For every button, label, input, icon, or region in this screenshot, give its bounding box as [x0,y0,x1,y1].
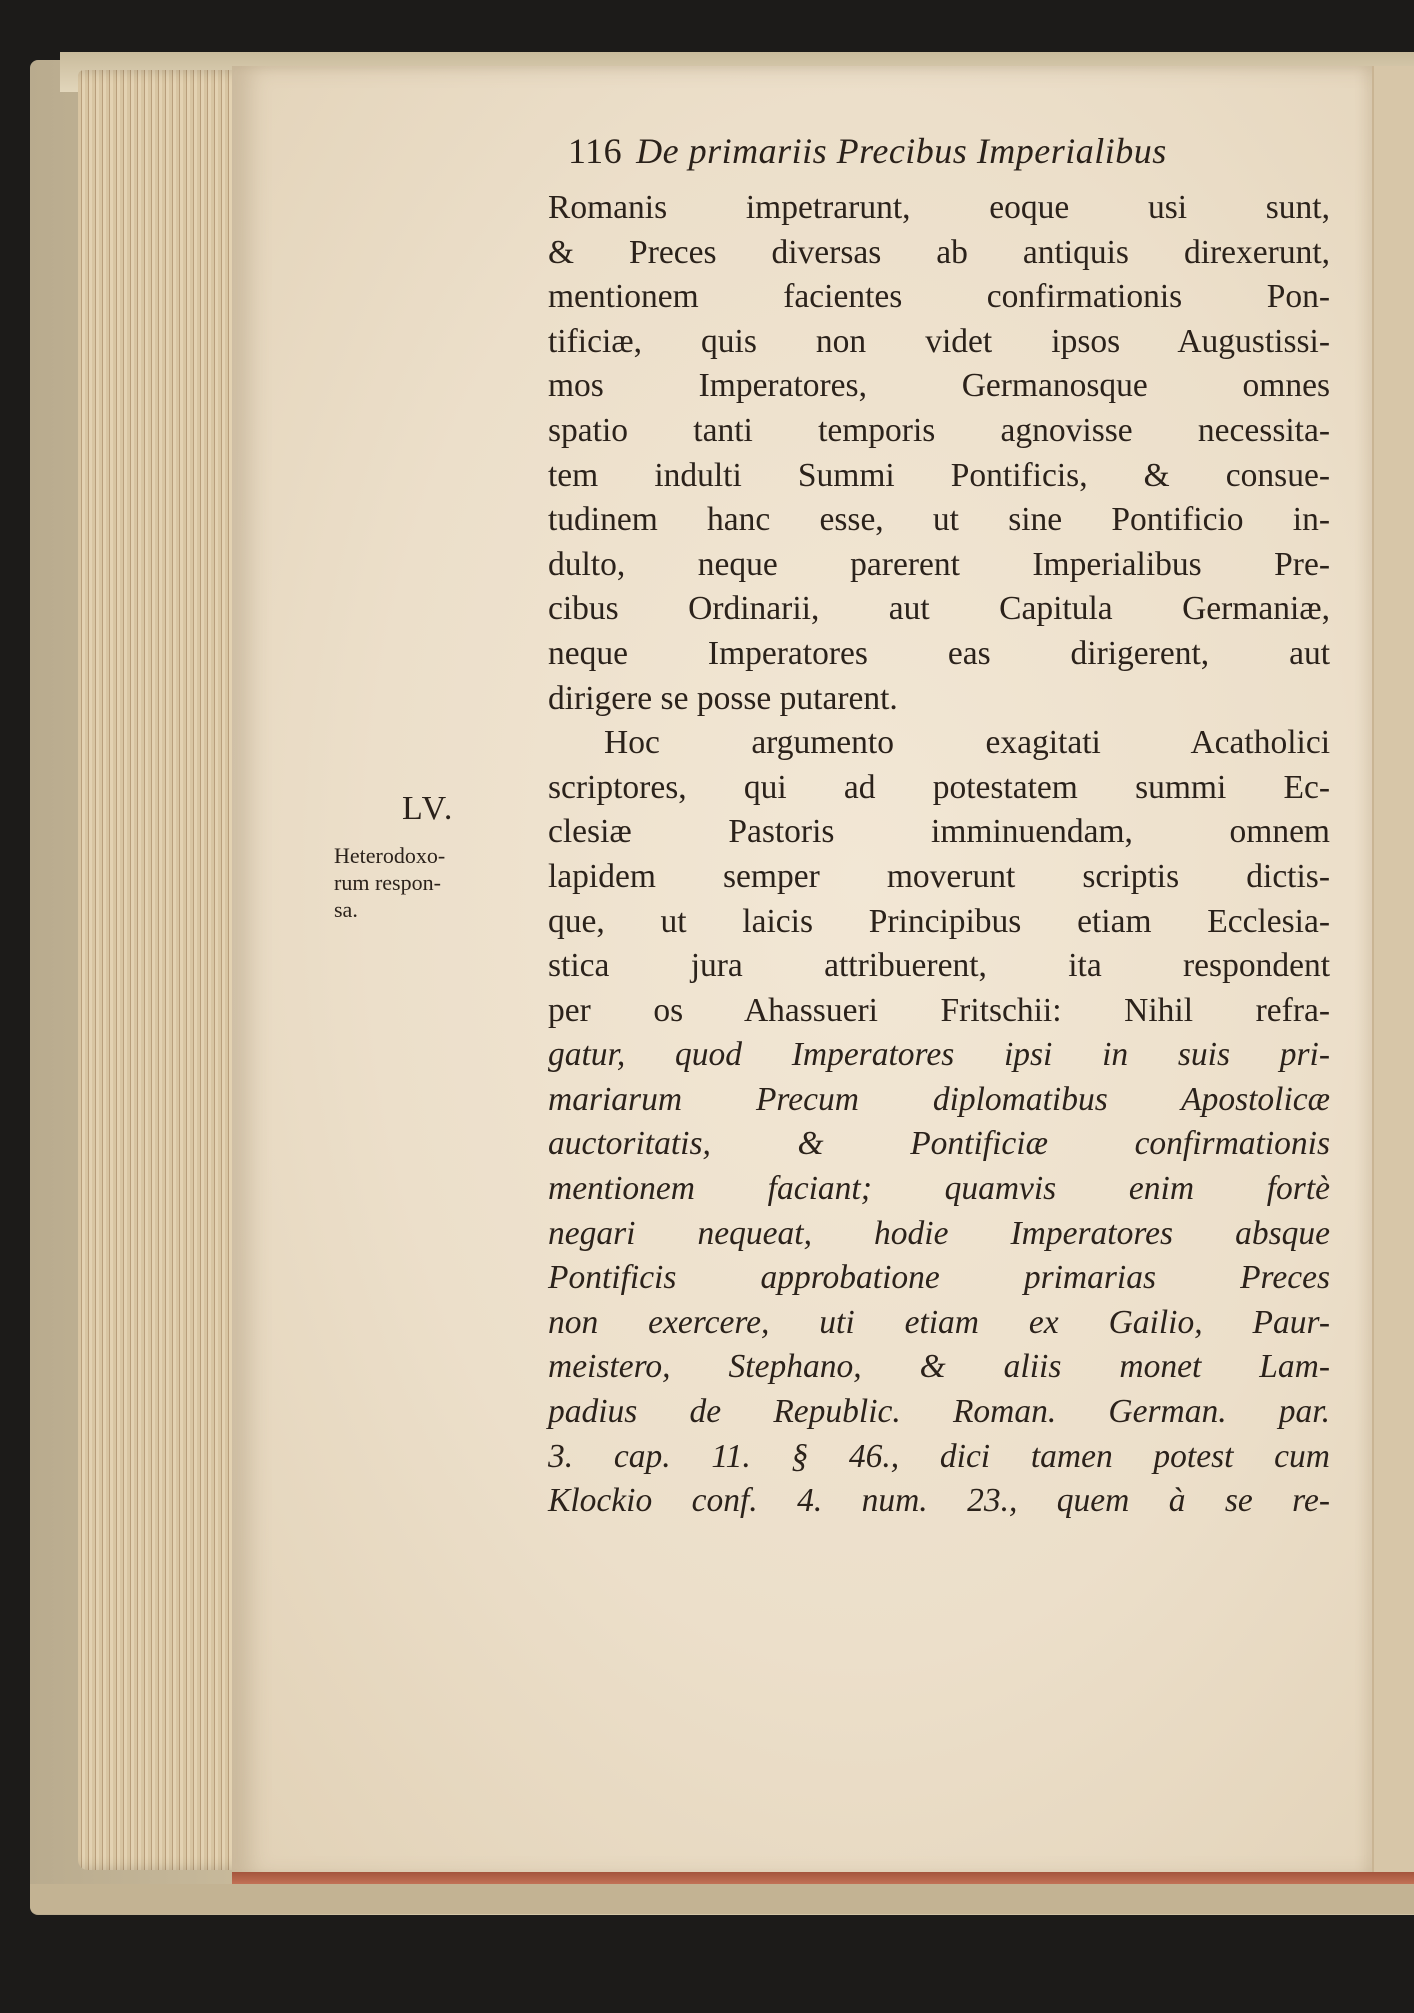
margin-note [334,842,554,923]
text-line: spatio tanti temporis agnovisse necessita- [548,411,1330,449]
page-stack [78,70,258,1870]
text-line: tudinem hanc esse, ut sine Pontificio in- [548,501,1330,539]
italic-quote-line: Pontificis approbatione primarias Preces [548,1259,1330,1297]
text-line: mos Imperatores, Germanosque omnes [548,367,1330,405]
italic-quote-line: mariarum Precum diplomatibus Apostolicæ [548,1080,1330,1118]
text-line: neque Imperatores eas dirigerent, aut [548,634,1330,672]
text-line: stica jura attribuerent, ita respondent [548,947,1330,985]
text-line: Romanis impetrarunt, eoque usi sunt, [548,189,1330,226]
italic-quote-line: auctoritatis, & Pontificiæ confirmationis [548,1125,1330,1163]
italic-quote-line: padius de Republic. Roman. German. par. [548,1393,1330,1431]
text-line: tificiæ, quis non videt ipsos Augustissi- [548,322,1330,360]
section-number: LV. [402,790,455,827]
margin-note-line: rum respon- [334,870,441,895]
text-line: que, ut laicis Principibus etiam Ecclesia- [548,902,1330,940]
paragraph-start-line: Hoc argumento exagitati Acatholici [604,724,1330,762]
margin-note-line: Heterodoxo- [334,843,446,868]
text-line: dulto, neque parerent Imperialibus Pre- [548,545,1330,583]
text-line: clesiæ Pastoris imminuendam, omnem [548,813,1330,851]
text-line: & Preces diversas ab antiquis direxerunt, [548,233,1330,271]
italic-quote-line: non exercere, uti etiam ex Gailio, Paur- [548,1303,1330,1341]
text-line: scriptores, qui ad potestatem summi Ec- [548,768,1330,806]
facing-page-edge [1370,66,1414,1878]
italic-quote-line: gatur, quod Imperatores ipsi in suis pri- [548,1036,1330,1074]
margin-note-line: sa. [334,897,358,922]
italic-quote-line: Klockio conf. 4. num. 23., quem à se re- [548,1482,1330,1520]
italic-quote-line: negari nequeat, hodie Imperatores absque [548,1214,1330,1252]
text-line: cibus Ordinarii, aut Capitula Germaniæ, [548,590,1330,628]
italic-quote-line: mentionem faciant; quamvis enim fortè [548,1170,1330,1208]
italic-quote-line: meistero, Stephano, & aliis monet Lam- [548,1348,1330,1386]
text-line: dirigere se posse putarent. [548,679,898,717]
text-line: lapidem semper moverunt scriptis dictis- [548,857,1330,895]
page-number: 116 [568,131,623,171]
italic-quote-line: 3. cap. 11. § 46., dici tamen potest cum [548,1437,1330,1475]
binding-bottom-edge [30,1884,1414,1914]
running-head [568,130,1328,172]
body-text [548,186,1330,1524]
text-line: mentionem facientes confirmationis Pon- [548,278,1330,316]
running-head-title: De primariis Precibus Imperialibus [636,131,1167,171]
text-line: per os Ahassueri Fritschii: Nihil refra- [548,991,1330,1029]
text-line: tem indulti Summi Pontificis, & consue- [548,456,1330,494]
